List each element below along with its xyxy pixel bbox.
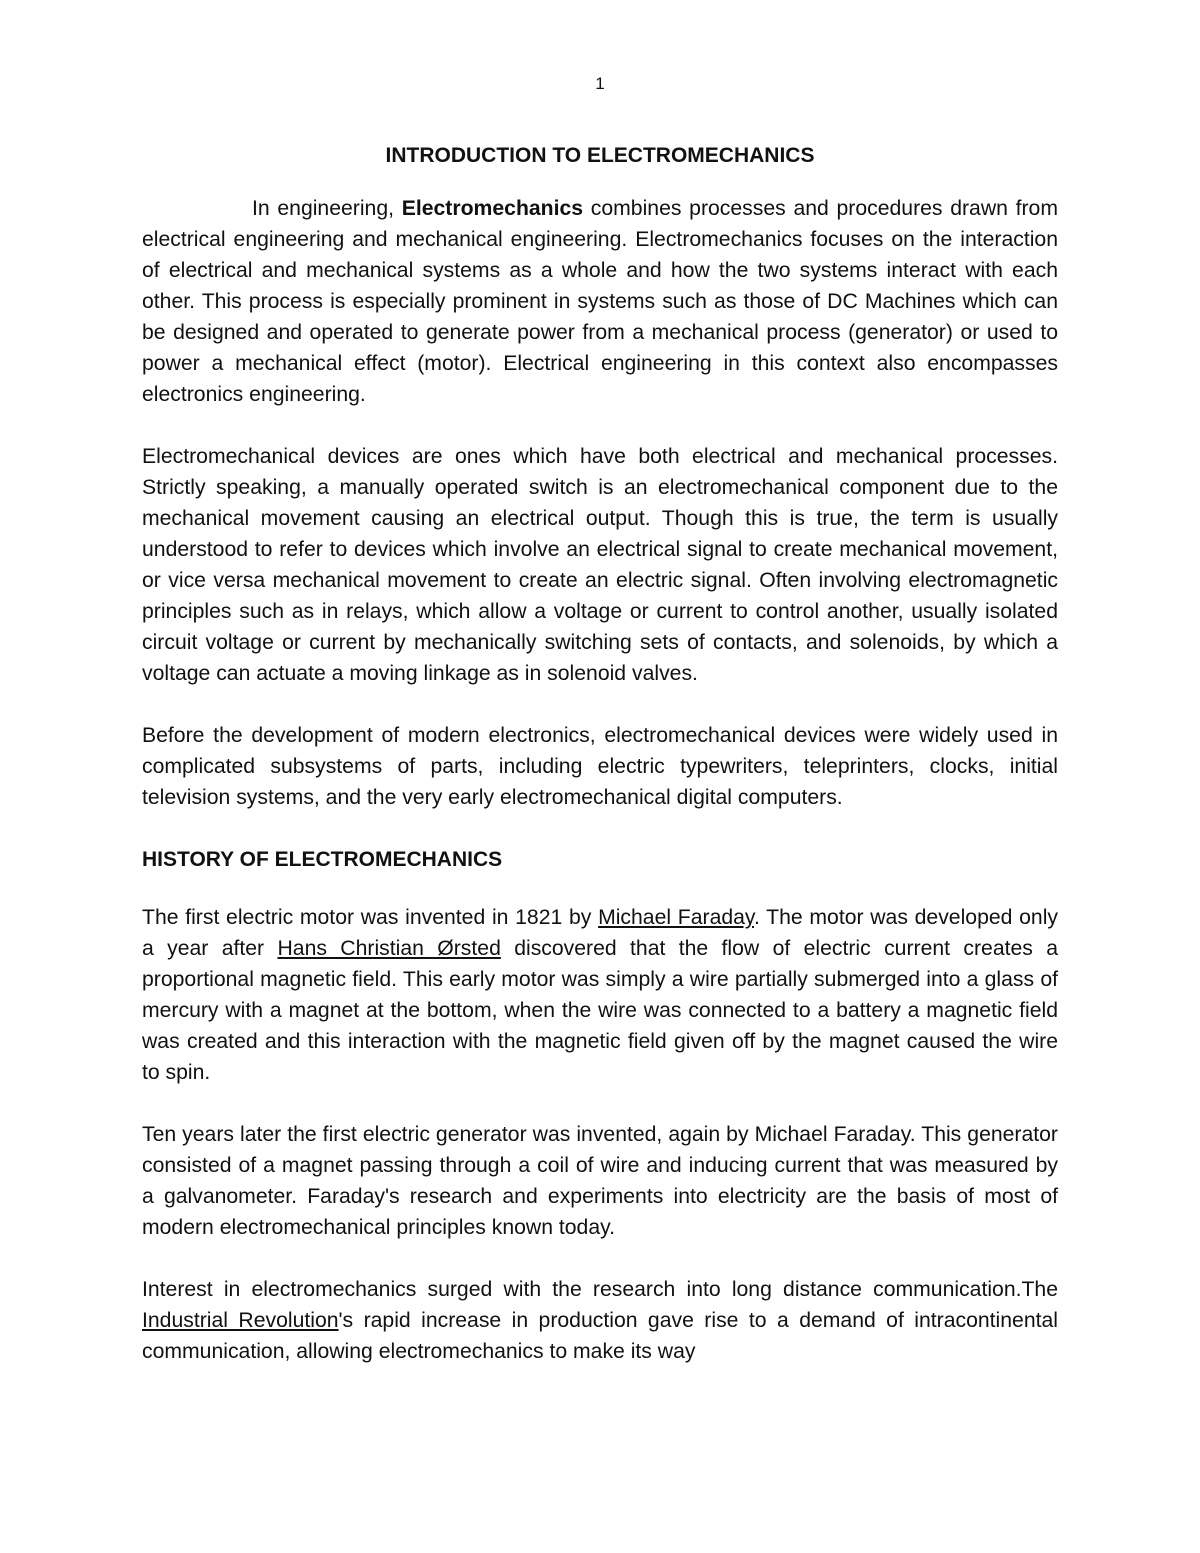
intro-p1-lead: In engineering, [252,197,402,220]
page-number: 1 [595,74,605,93]
history-p1-part-a: The first electric motor was invented in 1821 by [142,906,599,929]
link-hans-christian-orsted[interactable]: Hans Christian Ørsted [277,937,501,960]
document-title: INTRODUCTION TO ELECTROMECHANICS [385,144,815,167]
history-p1-part-b: . The motor was developed only a year after [142,906,1058,960]
history-paragraph-2: Ten years later the first electric generator was invented, again by Michael Faraday. This generator consisted of a magnet passing through a coil of wire and inducing current that was measured by a galvanometer. Faraday's research and experiments into electricity are the basis of most of modern electromechanical principles known today. [142,1123,1058,1239]
history-paragraph-3 [142,1274,1058,1367]
document-body [142,140,1058,1398]
intro-paragraph-3: Before the development of modern electronics, electromechanical devices were widely used in complicated subsystems of parts, including electric typewriters, teleprinters, clocks, initial television systems, and the very early electromechanical digital computers. [142,724,1058,809]
link-industrial-revolution[interactable]: Industrial Revolution [142,1309,339,1332]
history-p3-part-a: Interest in electromechanics surged with the research into long distance communication.The [142,1278,1058,1301]
history-paragraph-1 [142,902,1058,1088]
link-michael-faraday[interactable]: Michael Faraday [598,906,754,929]
history-heading: HISTORY OF ELECTROMECHANICS [142,848,503,871]
history-p3-part-b: 's rapid increase in production gave rise to a demand of intracontinental communication, allowing electromechanics to make its way [142,1309,1058,1363]
intro-paragraph-1 [142,193,1058,410]
term-electromechanics: Electromechanics [401,197,584,220]
intro-p1-body: combines processes and procedures drawn from electrical engineering and mechanical engineering. Electromechanics focuses on the interaction of electrical and mechanical systems as a whole and how the two systems interact with each other. This process is especially prominent in systems such as those of DC Machines which can be designed and operated to generate power from a mechanical process (generator) or used to power a mechanical effect (motor). Electrical engineering in this context also encompasses electronics engineering. [142,197,1058,406]
intro-paragraph-2: Electromechanical devices are ones which have both electrical and mechanical processes. Strictly speaking, a manually operated switch is an electromechanical component due to the mechanical movement causing an electrical output. Though this is true, the term is usually understood to refer to devices which involve an electrical signal to create mechanical movement, or vice versa mechanical movement to create an electric signal. Often involving electromagnetic principles such as in relays, which allow a voltage or current to control another, usually isolated circuit voltage or current by mechanically switching sets of contacts, and solenoids, by which a voltage can actuate a moving linkage as in solenoid valves. [142,445,1058,685]
history-p1-part-c: discovered that the flow of electric current creates a proportional magnetic field. This early motor was simply a wire partially submerged into a glass of mercury with a magnet at the bottom, when the wire was connected to a battery a magnetic field was created and this interaction with the magnetic field given off by the magnet caused the wire to spin. [142,937,1059,1084]
